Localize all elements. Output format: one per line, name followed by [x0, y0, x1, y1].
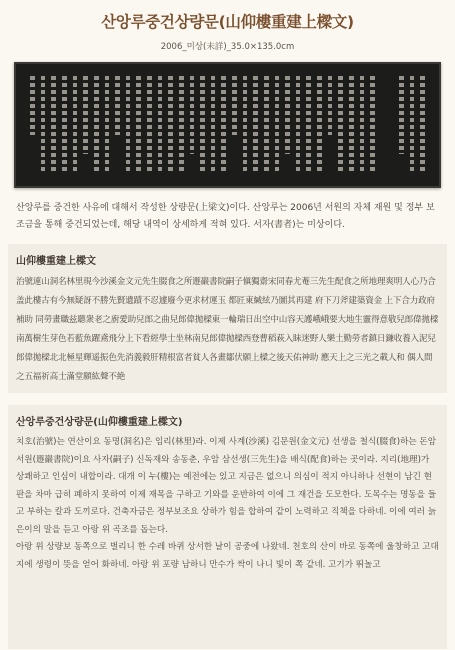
calligraphy-column [328, 76, 333, 135]
calligraphy-column [30, 76, 35, 135]
calligraphy-column [115, 76, 120, 135]
calligraphy-column [83, 76, 88, 154]
calligraphy-column [211, 76, 216, 174]
calligraphy-column [94, 76, 99, 174]
calligraphy-column [136, 76, 141, 174]
calligraphy-column [306, 76, 311, 174]
translation-paragraph: 치호(治號)는 연산이요 동명(洞名)은 임리(林里)라. 이제 사계(沙溪) 김문원(金文元) 선생을 철식(腏食)하는 돈암서원(遯巖書院)이요 사자(嗣子) 신독재와 송동춘, 우암 삼선생(三先生)을 배식(配食)하는 곳이라. 지리(地理)가 상쾌하고 인심이 내합이라. 대개 이 누(樓)는 예전에는 있고 지금은 없으니 의심이 적지 아니하나 선현이 남긴 현판을 차마 급히 폐하지 못하여 이제 재목을 구하고 기와를 운반하여 이에 그 재건을 도모한다. 도목수는 명동을 들고 부하는 칼과 도끼로다. 건축자금은 정부보조요 상하가 힘을 합하여 같이 노력하고 직책을 다하네. 이에 여러 늙은이의 말을 듣고 아랑 위 곡조를 돕는다. [16, 437, 437, 535]
calligraphy-column [73, 76, 78, 174]
original-text: 治號連山洞名林里現今沙溪金文元先生腏食之所遯巖書院嗣子愼獨齋宋同春尤菴三先生配食之所地理爽明人心乃合盖此樓古有今無疑訝不勝先賢遺蹟不忍遽廢今更求材運玉 都匠東緘絃乃圖其再建 府下刀斧建築資金 上下合力政府補助 同勞畫職兹聽衆老之廚愛助兒郎之曲兒郎偉拋樑東一輪瑞日出空中山容天護峨峨要大地生靈得意敬兒郎偉拋樑南萬樹生芽色若藍魚躍鳶飛分上下看經學士坐林南兒郎偉拋樑西登曹稻萩入眛迷野人樂土勤勞者鎮日鎌收養入泥兒郎偉拋樑北北極星輝遥振色先消義毅肝精根富者貧人各畫鄒伏願上樑之後天佑神助 應天上之三光之載人和 偶人間之五福祈高士滿堂願紘聲不絶 [16, 277, 439, 382]
calligraphy-column [147, 76, 152, 174]
calligraphy-column [317, 76, 322, 174]
calligraphy-column [190, 76, 195, 154]
translation-heading: 산앙루중건상량문(山仰樓重建上樑文) [16, 417, 183, 428]
calligraphy-column [349, 76, 354, 174]
original-text-section [8, 244, 447, 393]
calligraphy-column [168, 76, 173, 174]
intro-paragraph: 산앙루를 중건한 사유에 대해서 작성한 상량문(上梁文)이다. 산앙루는 2006년 서원의 자체 재원 및 정부 보조금을 통해 중건되었는데, 해당 내역이 상세하게 적혀 있다. 서자(書者)는 미상이다. [16, 203, 435, 230]
calligraphy-column [105, 76, 110, 174]
translation-section [8, 405, 447, 649]
calligraphy-column [275, 76, 280, 174]
original-heading: 山仰樓重建上樑文 [16, 256, 96, 267]
calligraphy-column [399, 76, 404, 154]
calligraphy-column [51, 76, 56, 174]
calligraphy-column [221, 76, 226, 174]
calligraphy-columns [30, 76, 425, 174]
calligraphy-column [200, 76, 205, 174]
calligraphy-column [243, 76, 248, 174]
calligraphy-column [126, 76, 131, 174]
calligraphy-column [232, 76, 237, 135]
page-title: 산앙루중건상량문(山仰樓重建上樑文) [101, 13, 354, 31]
calligraphy-column [264, 76, 269, 174]
signboard-image [14, 62, 441, 188]
artifact-meta: 2006_미상(未詳)_35.0×135.0cm [160, 42, 295, 52]
calligraphy-column [338, 76, 343, 174]
calligraphy-column [158, 76, 163, 174]
calligraphy-column [360, 76, 365, 174]
calligraphy-column [253, 76, 258, 174]
calligraphy-column [41, 76, 46, 174]
calligraphy-column [296, 76, 301, 174]
calligraphy-column [62, 76, 67, 174]
calligraphy-column [285, 76, 290, 154]
calligraphy-column [410, 76, 415, 174]
calligraphy-column [420, 76, 425, 174]
calligraphy-column [179, 76, 184, 174]
calligraphy-column [370, 76, 375, 174]
translation-paragraph: 아랑 위 상량보 동쪽으로 벌리니 한 수레 바퀴 상서한 날이 공중에 나왔네. 천호의 산이 바로 동쪽에 울창하고 고대지에 생령이 뜻을 얻어 화하네. 아랑 위 포량 남하니 만수가 싹이 나니 빛이 쪽 같네. 고기가 뛰놀고 [16, 542, 439, 570]
